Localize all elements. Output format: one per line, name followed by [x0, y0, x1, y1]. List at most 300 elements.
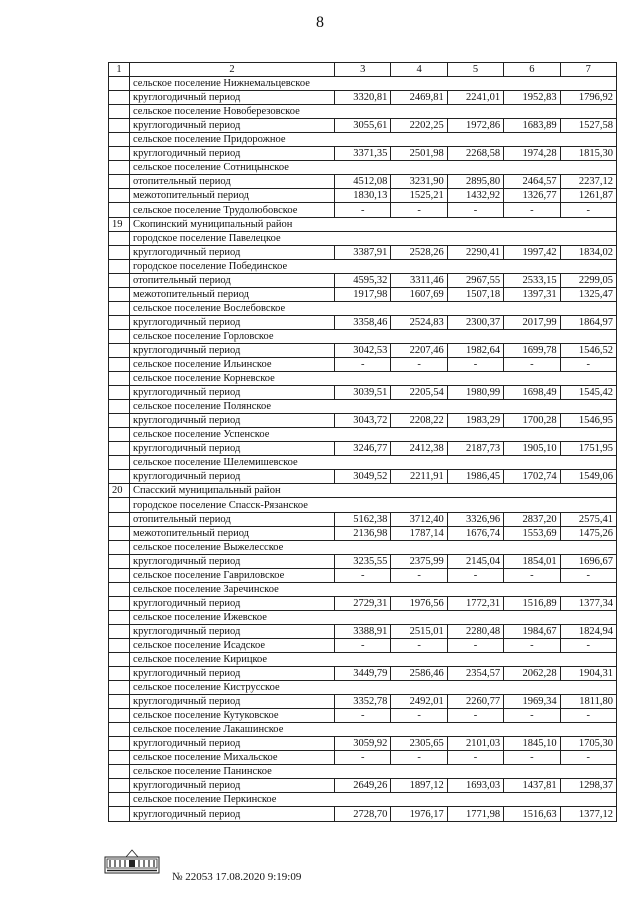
- value-cell: 2207,46: [391, 343, 447, 357]
- settlement-name-cell: сельское поселение Полянское: [130, 400, 617, 414]
- value-cell: 3042,53: [335, 343, 391, 357]
- value-cell: 2586,46: [391, 667, 447, 681]
- value-cell: 2205,54: [391, 386, 447, 400]
- settlement-name-cell: Скопинский муниципальный район: [130, 217, 617, 231]
- value-cell: 3059,92: [335, 737, 391, 751]
- table-row: [109, 624, 617, 638]
- row-index-cell: [109, 147, 130, 161]
- period-label-cell: круглогодичный период: [130, 807, 335, 821]
- settlement-name-cell: сельское поселение Перкинское: [130, 793, 617, 807]
- row-index-cell: [109, 287, 130, 301]
- value-cell: -: [504, 638, 560, 652]
- period-label-cell: круглогодичный период: [130, 737, 335, 751]
- value-cell: 1976,56: [391, 596, 447, 610]
- table-row: [109, 498, 617, 512]
- value-cell: 2241,01: [447, 91, 503, 105]
- value-cell: 2528,26: [391, 245, 447, 259]
- settlement-name-cell: сельское поселение Панинское: [130, 765, 617, 779]
- value-cell: -: [335, 638, 391, 652]
- value-cell: 5162,38: [335, 512, 391, 526]
- value-cell: 2354,57: [447, 667, 503, 681]
- value-cell: 1683,89: [504, 119, 560, 133]
- value-cell: 2062,28: [504, 667, 560, 681]
- row-index-cell: [109, 203, 130, 217]
- row-index-cell: [109, 695, 130, 709]
- row-index-cell: [109, 540, 130, 554]
- table-row: [109, 343, 617, 357]
- table-row: [109, 667, 617, 681]
- value-cell: 1952,83: [504, 91, 560, 105]
- table-row: [109, 751, 617, 765]
- value-cell: 1325,47: [560, 287, 616, 301]
- row-index-cell: [109, 91, 130, 105]
- table-row: [109, 442, 617, 456]
- table-row: [109, 161, 617, 175]
- value-cell: -: [391, 751, 447, 765]
- value-cell: 2268,58: [447, 147, 503, 161]
- value-cell: 1997,42: [504, 245, 560, 259]
- value-cell: 3055,61: [335, 119, 391, 133]
- value-cell: 2305,65: [391, 737, 447, 751]
- table-row: [109, 273, 617, 287]
- value-cell: -: [391, 709, 447, 723]
- table-row: [109, 189, 617, 203]
- value-cell: -: [447, 568, 503, 582]
- value-cell: -: [447, 751, 503, 765]
- value-cell: 1976,17: [391, 807, 447, 821]
- row-index-cell: [109, 428, 130, 442]
- value-cell: 1693,03: [447, 779, 503, 793]
- value-cell: -: [391, 357, 447, 371]
- value-cell: 1771,98: [447, 807, 503, 821]
- value-cell: 2136,98: [335, 526, 391, 540]
- row-index-cell: [109, 723, 130, 737]
- value-cell: 1700,28: [504, 414, 560, 428]
- table-row: [109, 400, 617, 414]
- settlement-name-cell: сельское поселение Придорожное: [130, 133, 617, 147]
- value-cell: -: [560, 357, 616, 371]
- value-cell: -: [447, 357, 503, 371]
- settlement-name-cell: сельское поселение Шелемишевское: [130, 456, 617, 470]
- period-label-cell: круглогодичный период: [130, 596, 335, 610]
- value-cell: 1607,69: [391, 287, 447, 301]
- value-cell: 2837,20: [504, 512, 560, 526]
- settlement-name-cell: сельское поселение Кутуковское: [130, 709, 335, 723]
- table-row: [109, 779, 617, 793]
- settlement-name-cell: сельское поселение Михальское: [130, 751, 335, 765]
- value-cell: 2575,41: [560, 512, 616, 526]
- value-cell: 3246,77: [335, 442, 391, 456]
- table-row: [109, 147, 617, 161]
- period-label-cell: межотопительный период: [130, 526, 335, 540]
- value-cell: 1972,86: [447, 119, 503, 133]
- value-cell: 2967,55: [447, 273, 503, 287]
- row-index-cell: [109, 372, 130, 386]
- table-row: [109, 709, 617, 723]
- table-row: [109, 526, 617, 540]
- row-index-cell: [109, 343, 130, 357]
- settlement-name-cell: сельское поселение Заречинское: [130, 582, 617, 596]
- table-row: [109, 329, 617, 343]
- row-index-cell: [109, 442, 130, 456]
- value-cell: 1549,06: [560, 470, 616, 484]
- row-index-cell: 20: [109, 484, 130, 498]
- table-row: [109, 259, 617, 273]
- table-row: [109, 807, 617, 821]
- government-building-seal-icon: [104, 848, 160, 874]
- row-index-cell: [109, 596, 130, 610]
- value-cell: -: [504, 568, 560, 582]
- period-label-cell: круглогодичный период: [130, 554, 335, 568]
- period-label-cell: круглогодичный период: [130, 147, 335, 161]
- row-index-cell: [109, 470, 130, 484]
- settlement-name-cell: сельское поселение Лакашинское: [130, 723, 617, 737]
- value-cell: 1507,18: [447, 287, 503, 301]
- row-index-cell: [109, 400, 130, 414]
- period-label-cell: круглогодичный период: [130, 315, 335, 329]
- value-cell: 1377,34: [560, 596, 616, 610]
- value-cell: 4595,32: [335, 273, 391, 287]
- value-cell: 1696,67: [560, 554, 616, 568]
- value-cell: 1905,10: [504, 442, 560, 456]
- row-index-cell: [109, 779, 130, 793]
- value-cell: 1969,34: [504, 695, 560, 709]
- value-cell: 2237,12: [560, 175, 616, 189]
- period-label-cell: круглогодичный период: [130, 119, 335, 133]
- value-cell: 2501,98: [391, 147, 447, 161]
- period-label-cell: круглогодичный период: [130, 779, 335, 793]
- table-row: [109, 681, 617, 695]
- value-cell: 3235,55: [335, 554, 391, 568]
- row-index-cell: [109, 329, 130, 343]
- row-index-cell: [109, 652, 130, 666]
- value-cell: 2464,57: [504, 175, 560, 189]
- value-cell: 2412,38: [391, 442, 447, 456]
- value-cell: -: [335, 709, 391, 723]
- value-cell: 1298,37: [560, 779, 616, 793]
- header-cell: 3: [335, 63, 391, 77]
- table-row: [109, 231, 617, 245]
- value-cell: 1984,67: [504, 624, 560, 638]
- header-row: [109, 63, 617, 77]
- header-cell: 5: [447, 63, 503, 77]
- value-cell: 1796,92: [560, 91, 616, 105]
- settlement-name-cell: городское поселение Павелецкое: [130, 231, 617, 245]
- value-cell: 2533,15: [504, 273, 560, 287]
- value-cell: -: [335, 751, 391, 765]
- value-cell: 2729,31: [335, 596, 391, 610]
- header-cell: 4: [391, 63, 447, 77]
- value-cell: -: [504, 357, 560, 371]
- row-index-cell: [109, 709, 130, 723]
- table-row: [109, 456, 617, 470]
- settlement-name-cell: сельское поселение Трудолюбовское: [130, 203, 335, 217]
- row-index-cell: [109, 526, 130, 540]
- table-row: [109, 765, 617, 779]
- value-cell: 1986,45: [447, 470, 503, 484]
- value-cell: 2469,81: [391, 91, 447, 105]
- row-index-cell: [109, 498, 130, 512]
- value-cell: 2017,99: [504, 315, 560, 329]
- row-index-cell: [109, 667, 130, 681]
- value-cell: 2515,01: [391, 624, 447, 638]
- settlement-name-cell: сельское поселение Киструсское: [130, 681, 617, 695]
- value-cell: 2211,91: [391, 470, 447, 484]
- table-row: [109, 105, 617, 119]
- value-cell: 1525,21: [391, 189, 447, 203]
- value-cell: 1982,64: [447, 343, 503, 357]
- value-cell: 3449,79: [335, 667, 391, 681]
- row-index-cell: [109, 259, 130, 273]
- value-cell: 1546,52: [560, 343, 616, 357]
- table-row: [109, 133, 617, 147]
- table-row: [109, 245, 617, 259]
- value-cell: 3320,81: [335, 91, 391, 105]
- value-cell: 1811,80: [560, 695, 616, 709]
- value-cell: -: [335, 203, 391, 217]
- row-index-cell: [109, 175, 130, 189]
- table-row: [109, 357, 617, 371]
- table-row: [109, 301, 617, 315]
- value-cell: 1904,31: [560, 667, 616, 681]
- table-body: [109, 63, 617, 822]
- value-cell: 2649,26: [335, 779, 391, 793]
- table-row: [109, 119, 617, 133]
- row-index-cell: [109, 77, 130, 91]
- value-cell: 1705,30: [560, 737, 616, 751]
- header-cell: 1: [109, 63, 130, 77]
- row-index-cell: [109, 456, 130, 470]
- period-label-cell: круглогодичный период: [130, 470, 335, 484]
- value-cell: 2101,03: [447, 737, 503, 751]
- value-cell: -: [560, 638, 616, 652]
- table-row: [109, 315, 617, 329]
- row-index-cell: [109, 161, 130, 175]
- settlement-name-cell: сельское поселение Гавриловское: [130, 568, 335, 582]
- table-row: [109, 737, 617, 751]
- table-row: [109, 652, 617, 666]
- row-index-cell: [109, 512, 130, 526]
- value-cell: 1546,95: [560, 414, 616, 428]
- value-cell: 2145,04: [447, 554, 503, 568]
- table-row: [109, 484, 617, 498]
- settlement-name-cell: городское поселение Побединское: [130, 259, 617, 273]
- tariff-table: [108, 62, 617, 822]
- table-row: [109, 77, 617, 91]
- value-cell: 3043,72: [335, 414, 391, 428]
- row-index-cell: [109, 751, 130, 765]
- value-cell: 3049,52: [335, 470, 391, 484]
- value-cell: 1845,10: [504, 737, 560, 751]
- value-cell: 3371,35: [335, 147, 391, 161]
- table-row: [109, 372, 617, 386]
- value-cell: -: [447, 638, 503, 652]
- value-cell: 4512,08: [335, 175, 391, 189]
- value-cell: 1527,58: [560, 119, 616, 133]
- table-row: [109, 554, 617, 568]
- row-index-cell: [109, 105, 130, 119]
- header-cell: 6: [504, 63, 560, 77]
- value-cell: 1516,89: [504, 596, 560, 610]
- footer: [104, 848, 160, 874]
- value-cell: 3326,96: [447, 512, 503, 526]
- value-cell: 1983,29: [447, 414, 503, 428]
- value-cell: 1553,69: [504, 526, 560, 540]
- value-cell: 1830,13: [335, 189, 391, 203]
- row-index-cell: [109, 315, 130, 329]
- row-index-cell: 19: [109, 217, 130, 231]
- table-row: [109, 723, 617, 737]
- table-row: [109, 217, 617, 231]
- settlement-name-cell: городское поселение Спасск-Рязанское: [130, 498, 617, 512]
- row-index-cell: [109, 765, 130, 779]
- row-index-cell: [109, 807, 130, 821]
- row-index-cell: [109, 133, 130, 147]
- value-cell: 3311,46: [391, 273, 447, 287]
- value-cell: 1545,42: [560, 386, 616, 400]
- settlement-name-cell: сельское поселение Корневское: [130, 372, 617, 386]
- value-cell: 1475,26: [560, 526, 616, 540]
- value-cell: 2202,25: [391, 119, 447, 133]
- value-cell: 2290,41: [447, 245, 503, 259]
- period-label-cell: круглогодичный период: [130, 343, 335, 357]
- value-cell: 3388,91: [335, 624, 391, 638]
- value-cell: 1772,31: [447, 596, 503, 610]
- period-label-cell: круглогодичный период: [130, 695, 335, 709]
- value-cell: -: [504, 709, 560, 723]
- table-row: [109, 175, 617, 189]
- value-cell: 1854,01: [504, 554, 560, 568]
- value-cell: -: [560, 709, 616, 723]
- table-row: [109, 386, 617, 400]
- settlement-name-cell: Спасский муниципальный район: [130, 484, 617, 498]
- row-index-cell: [109, 737, 130, 751]
- value-cell: -: [335, 357, 391, 371]
- value-cell: 1702,74: [504, 470, 560, 484]
- table-row: [109, 793, 617, 807]
- table-row: [109, 695, 617, 709]
- row-index-cell: [109, 554, 130, 568]
- value-cell: 1261,87: [560, 189, 616, 203]
- value-cell: 3358,46: [335, 315, 391, 329]
- period-label-cell: круглогодичный период: [130, 414, 335, 428]
- row-index-cell: [109, 793, 130, 807]
- header-cell: 2: [130, 63, 335, 77]
- period-label-cell: круглогодичный период: [130, 386, 335, 400]
- table-row: [109, 470, 617, 484]
- value-cell: 1377,12: [560, 807, 616, 821]
- period-label-cell: межотопительный период: [130, 287, 335, 301]
- settlement-name-cell: сельское поселение Сотницынское: [130, 161, 617, 175]
- value-cell: 1437,81: [504, 779, 560, 793]
- value-cell: 2299,05: [560, 273, 616, 287]
- value-cell: -: [447, 709, 503, 723]
- row-index-cell: [109, 568, 130, 582]
- settlement-name-cell: сельское поселение Кирицкое: [130, 652, 617, 666]
- row-index-cell: [109, 119, 130, 133]
- row-index-cell: [109, 189, 130, 203]
- table-row: [109, 596, 617, 610]
- value-cell: 1326,77: [504, 189, 560, 203]
- value-cell: -: [504, 203, 560, 217]
- value-cell: 1897,12: [391, 779, 447, 793]
- value-cell: 2260,77: [447, 695, 503, 709]
- value-cell: -: [560, 203, 616, 217]
- period-label-cell: отопительный период: [130, 273, 335, 287]
- value-cell: 1699,78: [504, 343, 560, 357]
- value-cell: 2895,80: [447, 175, 503, 189]
- value-cell: 1397,31: [504, 287, 560, 301]
- settlement-name-cell: сельское поселение Нижнемальцевское: [130, 77, 617, 91]
- value-cell: 3387,91: [335, 245, 391, 259]
- table-row: [109, 540, 617, 554]
- value-cell: 2728,70: [335, 807, 391, 821]
- value-cell: 1824,94: [560, 624, 616, 638]
- value-cell: 3039,51: [335, 386, 391, 400]
- period-label-cell: межотопительный период: [130, 189, 335, 203]
- period-label-cell: круглогодичный период: [130, 624, 335, 638]
- value-cell: -: [391, 638, 447, 652]
- value-cell: 3352,78: [335, 695, 391, 709]
- header-cell: 7: [560, 63, 616, 77]
- value-cell: -: [391, 203, 447, 217]
- value-cell: 3231,90: [391, 175, 447, 189]
- page-number: 8: [316, 14, 324, 31]
- value-cell: -: [560, 568, 616, 582]
- value-cell: 3712,40: [391, 512, 447, 526]
- row-index-cell: [109, 610, 130, 624]
- row-index-cell: [109, 231, 130, 245]
- settlement-name-cell: сельское поселение Новоберезовское: [130, 105, 617, 119]
- row-index-cell: [109, 624, 130, 638]
- period-label-cell: отопительный период: [130, 175, 335, 189]
- value-cell: 1698,49: [504, 386, 560, 400]
- table-row: [109, 428, 617, 442]
- value-cell: 2375,99: [391, 554, 447, 568]
- table-row: [109, 414, 617, 428]
- value-cell: 1974,28: [504, 147, 560, 161]
- value-cell: 1815,30: [560, 147, 616, 161]
- settlement-name-cell: сельское поселение Ижевское: [130, 610, 617, 624]
- value-cell: 2524,83: [391, 315, 447, 329]
- row-index-cell: [109, 301, 130, 315]
- table-row: [109, 638, 617, 652]
- period-label-cell: отопительный период: [130, 512, 335, 526]
- value-cell: 2208,22: [391, 414, 447, 428]
- row-index-cell: [109, 582, 130, 596]
- value-cell: 1751,95: [560, 442, 616, 456]
- value-cell: 1917,98: [335, 287, 391, 301]
- row-index-cell: [109, 245, 130, 259]
- row-index-cell: [109, 273, 130, 287]
- settlement-name-cell: сельское поселение Выжелесское: [130, 540, 617, 554]
- table-row: [109, 287, 617, 301]
- settlement-name-cell: сельское поселение Успенское: [130, 428, 617, 442]
- table-row: [109, 582, 617, 596]
- value-cell: 1834,02: [560, 245, 616, 259]
- value-cell: 1516,63: [504, 807, 560, 821]
- row-index-cell: [109, 386, 130, 400]
- table-row: [109, 610, 617, 624]
- row-index-cell: [109, 357, 130, 371]
- period-label-cell: круглогодичный период: [130, 91, 335, 105]
- value-cell: 1980,99: [447, 386, 503, 400]
- period-label-cell: круглогодичный период: [130, 442, 335, 456]
- settlement-name-cell: сельское поселение Горловское: [130, 329, 617, 343]
- row-index-cell: [109, 638, 130, 652]
- value-cell: 2187,73: [447, 442, 503, 456]
- settlement-name-cell: сельское поселение Ильинское: [130, 357, 335, 371]
